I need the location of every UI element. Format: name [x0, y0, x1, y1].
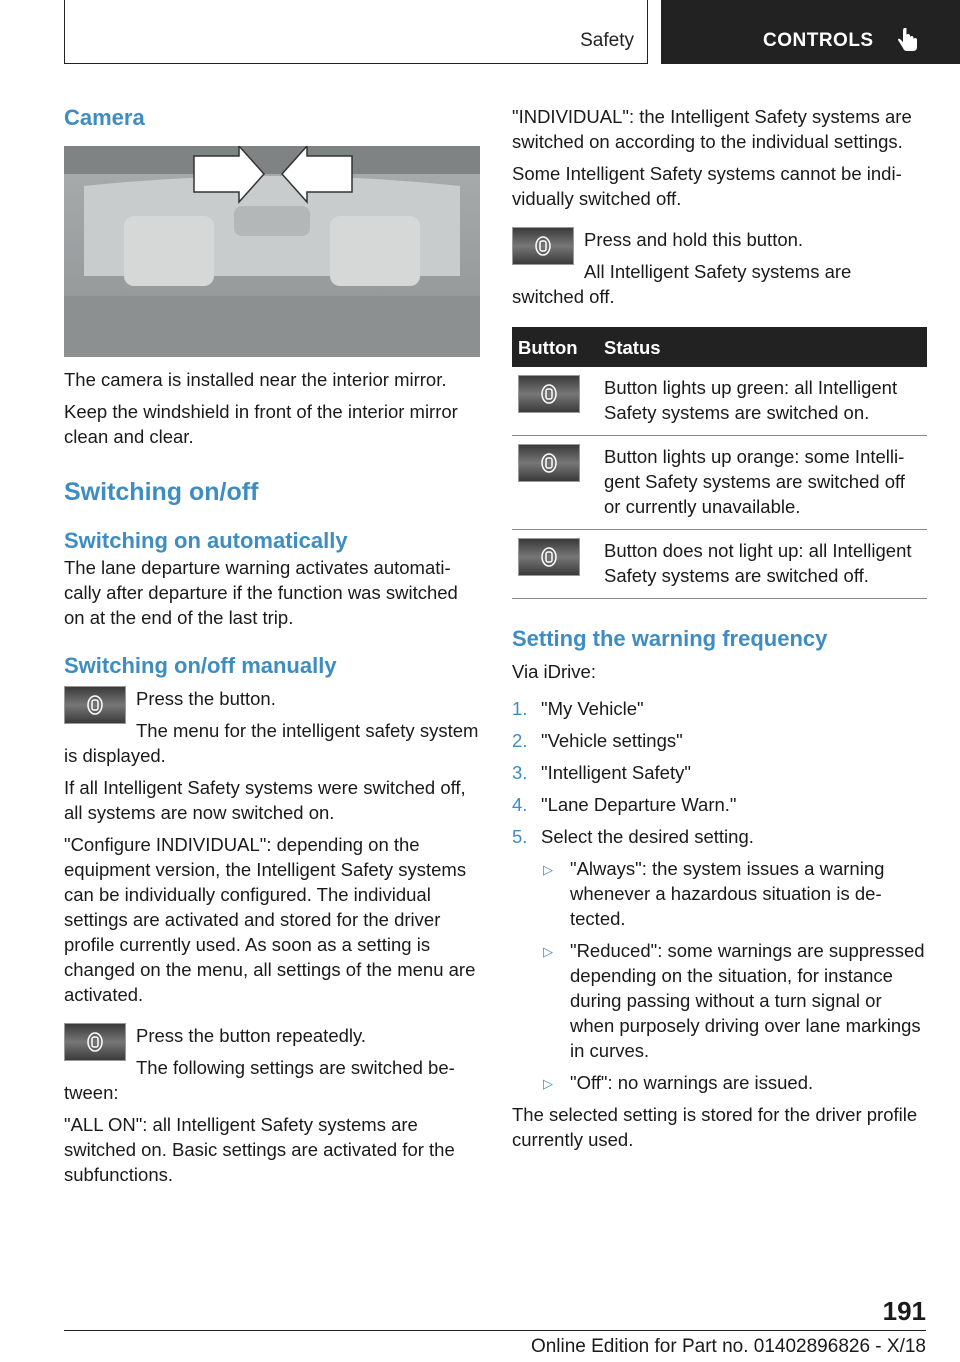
- assist-button-image: [518, 375, 580, 413]
- options-list: [541, 856, 928, 1095]
- frequency-heading: Setting the warning frequency: [512, 626, 828, 651]
- header-left-box: [64, 0, 648, 64]
- steps-list: [512, 696, 928, 1095]
- table-row: [512, 367, 927, 436]
- table-header-status: Status: [598, 327, 927, 367]
- right-column: [512, 104, 928, 1159]
- manual-heading: Switching on/off manually: [64, 653, 337, 678]
- assist-button-image: [64, 686, 126, 724]
- page-number: 191: [882, 1296, 926, 1326]
- list-item: ▷ "Off": no warnings are issued.: [541, 1070, 928, 1095]
- lane-assist-icon: [535, 236, 551, 256]
- configure-text: "Configure INDIVIDUAL": depending on the equipment version, the Intelligent Safety systems can be individually configured. The individual settings are activated and stored for the driver profile currently used. As soon as a setting is changed on the menu, all settings of the menu are activated.: [64, 834, 476, 1005]
- stored-text: The selected setting is stored for the driver profile currently used.: [512, 1104, 918, 1150]
- menu-displayed-text: The menu for the intelligent safety system is displayed.: [64, 720, 479, 766]
- press-repeatedly-text: Press the button repeatedly.: [136, 1025, 367, 1046]
- camera-heading: Camera: [64, 105, 145, 130]
- list-item: 5. Select the desired setting. ▷ "Always": the system issues a warning whenever a hazardous situation is detected. ▷ "Reduced": some warnings are suppressed depending on the situation, for instance during passing without a turn signal or when purposely driving over lane markings in curves. ▷ "Off": no warnings are issued.: [512, 824, 928, 1095]
- lane-assist-icon: [87, 695, 103, 715]
- list-item: ▷ "Reduced": some warnings are suppressed depending on the situation, for instance during passing without a turn signal or when purposely driving over lane markings in curves.: [543, 940, 925, 1061]
- list-item: ▷ "Always": the system issues a warning whenever a hazardous situation is detected.: [543, 858, 885, 929]
- press-button-text: Press the button.: [136, 688, 276, 709]
- list-item: 1. "My Vehicle": [512, 698, 644, 719]
- press-block-1: [64, 686, 480, 768]
- lane-assist-icon: [541, 384, 557, 404]
- hold-text: Press and hold this button.: [584, 229, 804, 250]
- press-block-2: [64, 1023, 480, 1105]
- list-item: 4. "Lane Departure Warn.": [512, 794, 737, 815]
- individual-text: "INDIVIDUAL": the Intelligent Safety systems are switched on according to the individual settings.: [512, 106, 912, 152]
- auto-text: The lane departure warning activates automatically after departure if the function was switched on at the end of the last trip.: [64, 557, 458, 628]
- lane-assist-icon: [87, 1032, 103, 1052]
- all-switched-off-text: All Intelligent Safety systems are switched off.: [512, 261, 852, 307]
- left-column: [64, 104, 480, 1194]
- chapter-tab: [661, 0, 960, 64]
- camera-illustration: [64, 146, 480, 357]
- auto-heading: Switching on automatically: [64, 528, 348, 553]
- table-row: [512, 436, 927, 530]
- lane-assist-icon: [541, 453, 557, 473]
- all-off-text: If all Intelligent Safety systems were switched off, all systems are now switched on.: [64, 777, 466, 823]
- switching-heading: Switching on/off: [64, 478, 259, 506]
- camera-text-2: Keep the windshield in front of the interior mirror clean and clear.: [64, 401, 458, 447]
- status-cell: Button lights up orange: some Intelligent Safety systems are switched off or currently unavailable.: [598, 436, 927, 530]
- switched-between-text: The following settings are switched between:: [64, 1057, 455, 1103]
- hold-block: [512, 227, 928, 309]
- chapter-title: CONTROLS: [763, 30, 874, 51]
- status-cell: Button does not light up: all Intelligent Safety systems are switched off.: [598, 530, 927, 599]
- footer-divider: [64, 1330, 926, 1331]
- status-cell: Button lights up green: all Intelligent Safety systems are switched on.: [598, 367, 927, 436]
- table-header-button: Button: [512, 327, 598, 367]
- triangle-bullet-icon: ▷: [543, 862, 553, 877]
- edition-text: Online Edition for Part no. 01402896826 - X/18: [530, 1336, 926, 1357]
- assist-button-image: [518, 444, 580, 482]
- triangle-bullet-icon: ▷: [543, 944, 553, 959]
- some-systems-text: Some Intelligent Safety systems cannot be individually switched off.: [512, 163, 902, 209]
- camera-text-1: The camera is installed near the interior mirror.: [64, 369, 447, 390]
- assist-button-image: [64, 1023, 126, 1061]
- status-table: [512, 327, 927, 599]
- lane-assist-icon: [541, 547, 557, 567]
- table-row: [512, 530, 927, 599]
- assist-button-image: [512, 227, 574, 265]
- triangle-bullet-icon: ▷: [543, 1076, 553, 1091]
- list-item: 2. "Vehicle settings": [512, 730, 683, 751]
- pointing-hand-icon: [897, 28, 919, 54]
- list-item: 3. "Intelligent Safety": [512, 762, 691, 783]
- via-idrive-text: Via iDrive:: [512, 661, 596, 682]
- section-title: Safety: [580, 30, 634, 51]
- all-on-text: "ALL ON": all Intelligent Safety systems are switched on. Basic settings are activated for the subfunctions.: [64, 1114, 455, 1185]
- assist-button-image: [518, 538, 580, 576]
